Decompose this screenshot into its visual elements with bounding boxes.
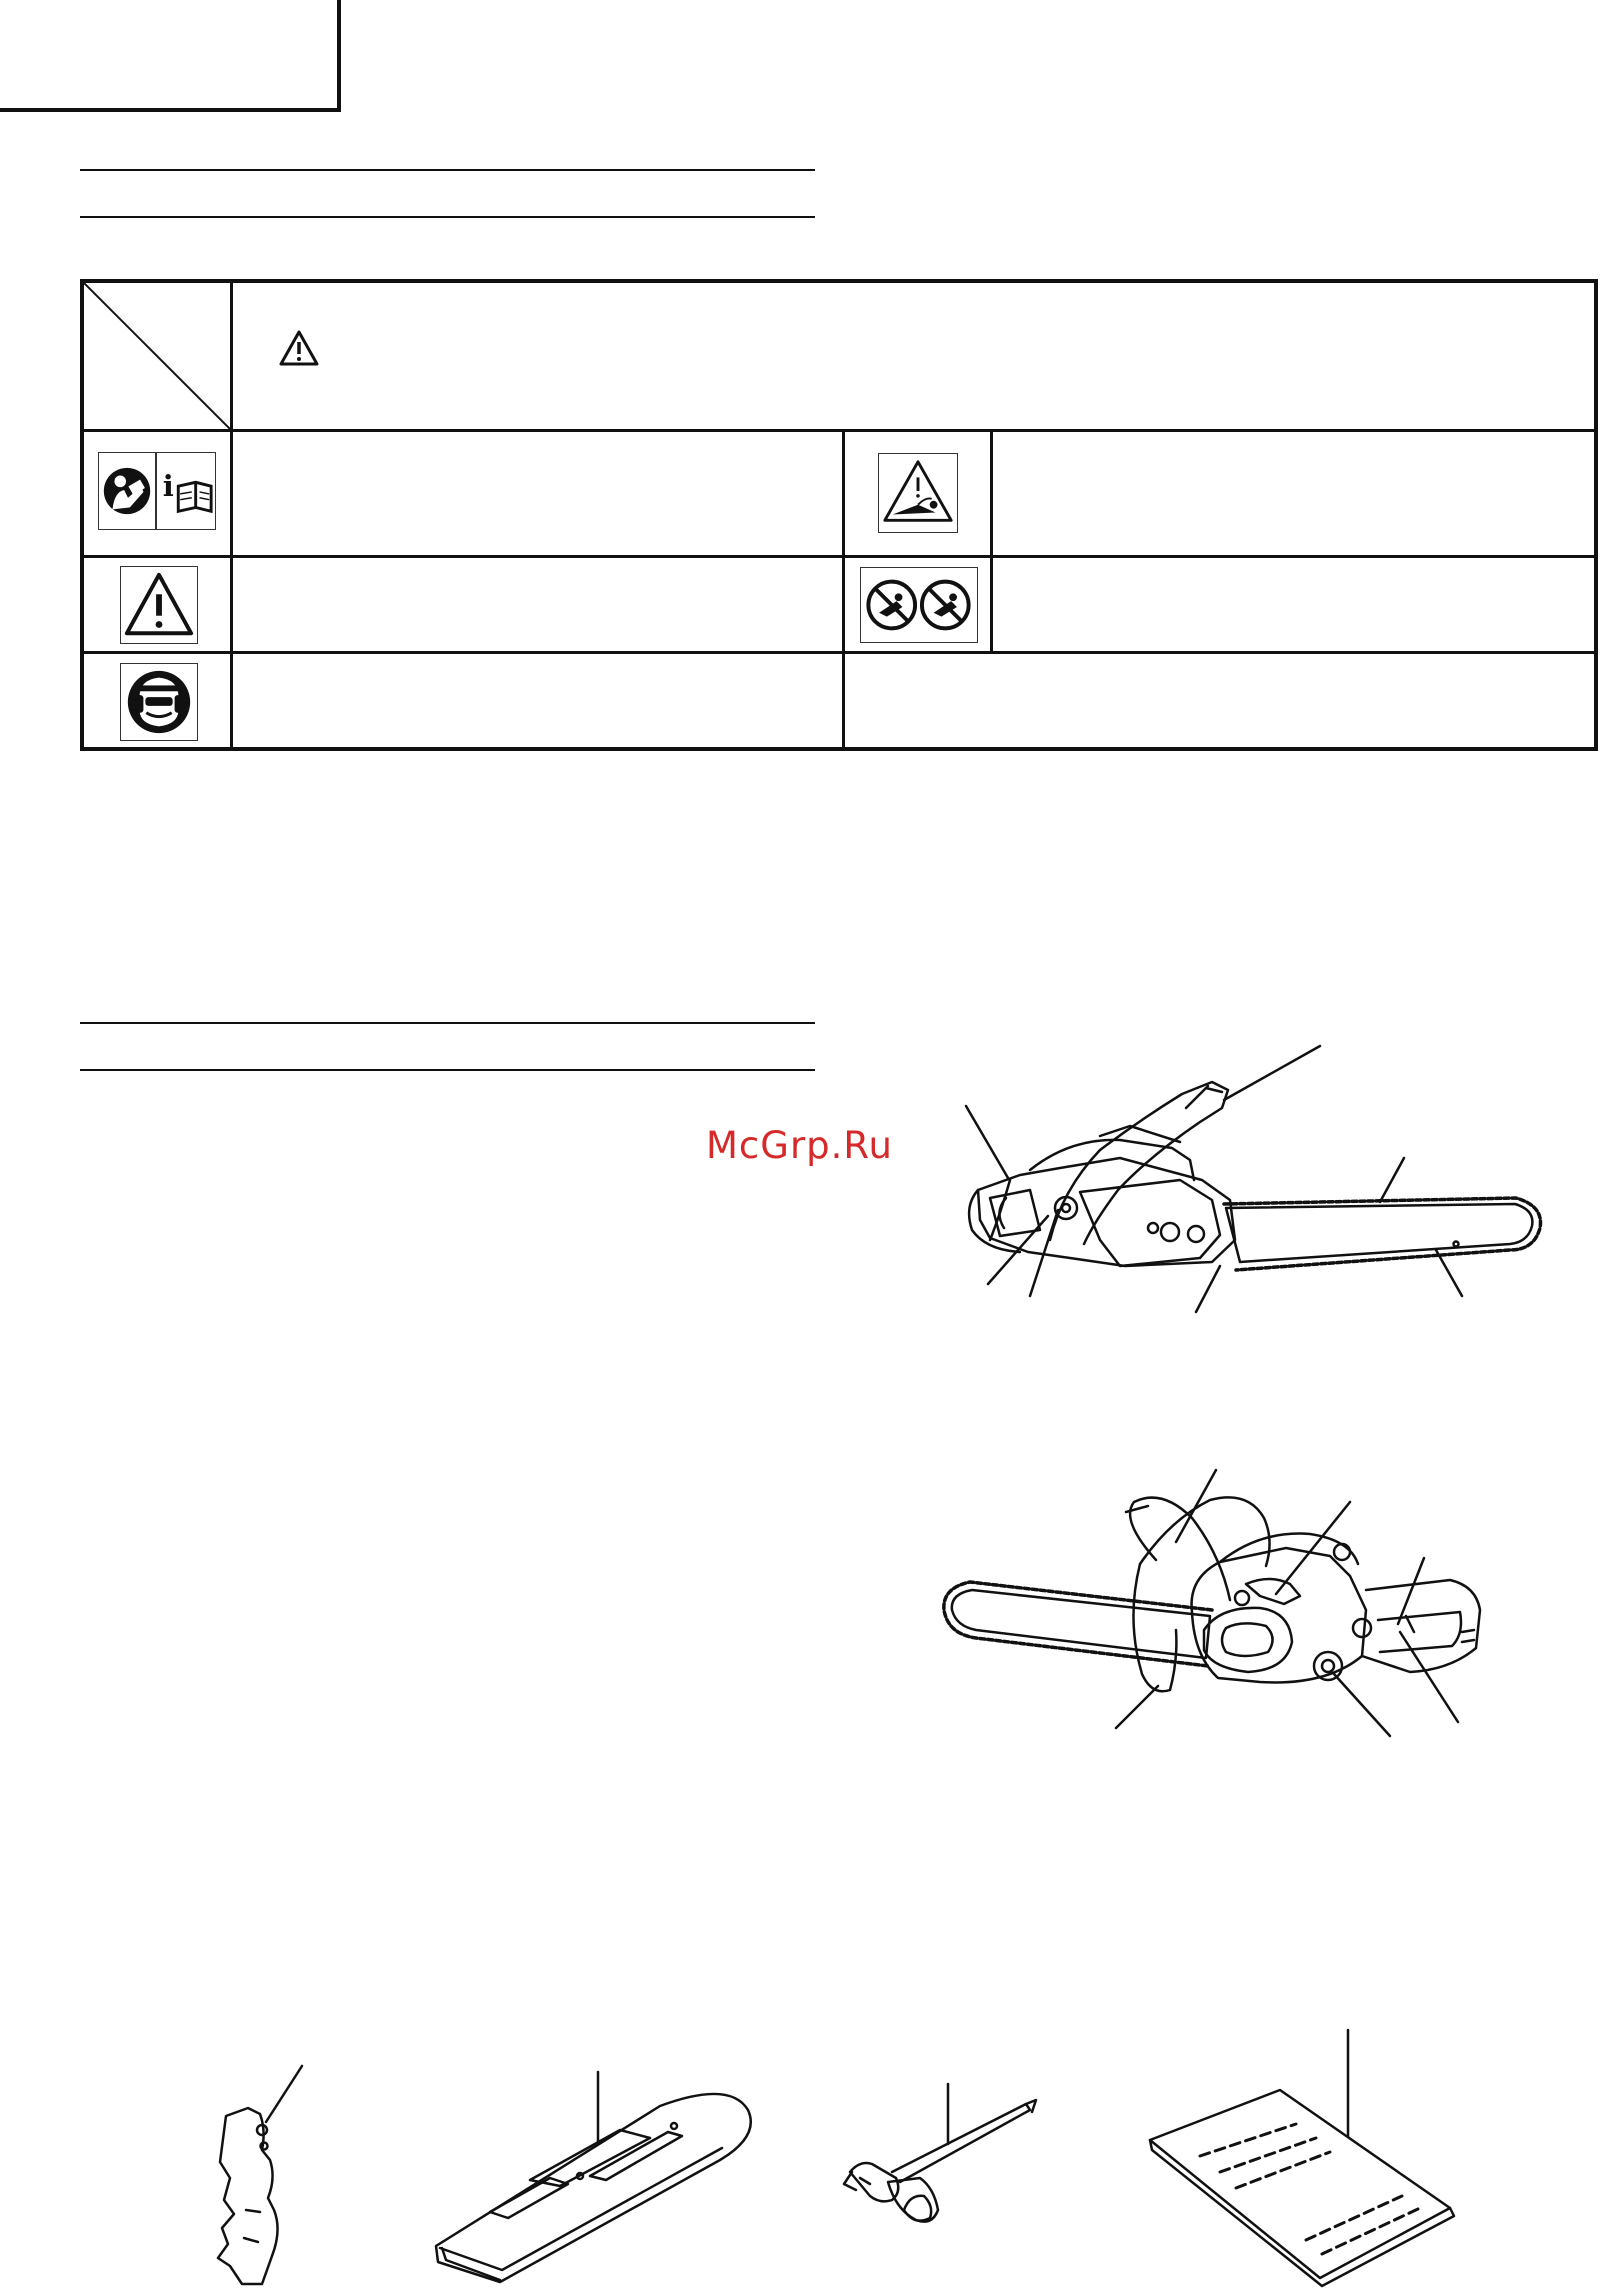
no-one-hand-operation-icon xyxy=(860,567,978,643)
chainsaw-left-side-illustration xyxy=(930,1460,1530,1770)
instruction-manual-illustration xyxy=(1140,2020,1470,2290)
table-corner-diagonal xyxy=(84,283,230,429)
wear-protection-icon xyxy=(120,663,198,741)
section-rule-mid-2 xyxy=(80,1069,815,1071)
svg-text:i: i xyxy=(162,468,174,503)
section-rule-mid-1 xyxy=(80,1022,815,1024)
warning-triangle-icon xyxy=(278,329,320,367)
kickback-warning-icon xyxy=(878,453,958,533)
guide-bar-cover-illustration xyxy=(420,2060,770,2290)
section-rule-top-2 xyxy=(80,216,815,218)
page-corner-tab xyxy=(0,0,341,112)
warning-icon xyxy=(120,566,198,644)
section-rule-top-1 xyxy=(80,169,815,171)
read-manual-icon xyxy=(98,452,156,530)
watermark: McGrp.Ru xyxy=(706,1124,893,1167)
combination-wrench-illustration xyxy=(830,2060,1050,2290)
symbols-table xyxy=(80,279,1598,751)
info-manual-icon xyxy=(156,452,216,530)
spike-bumper-illustration xyxy=(200,2060,320,2290)
chainsaw-right-side-illustration xyxy=(950,1030,1540,1330)
